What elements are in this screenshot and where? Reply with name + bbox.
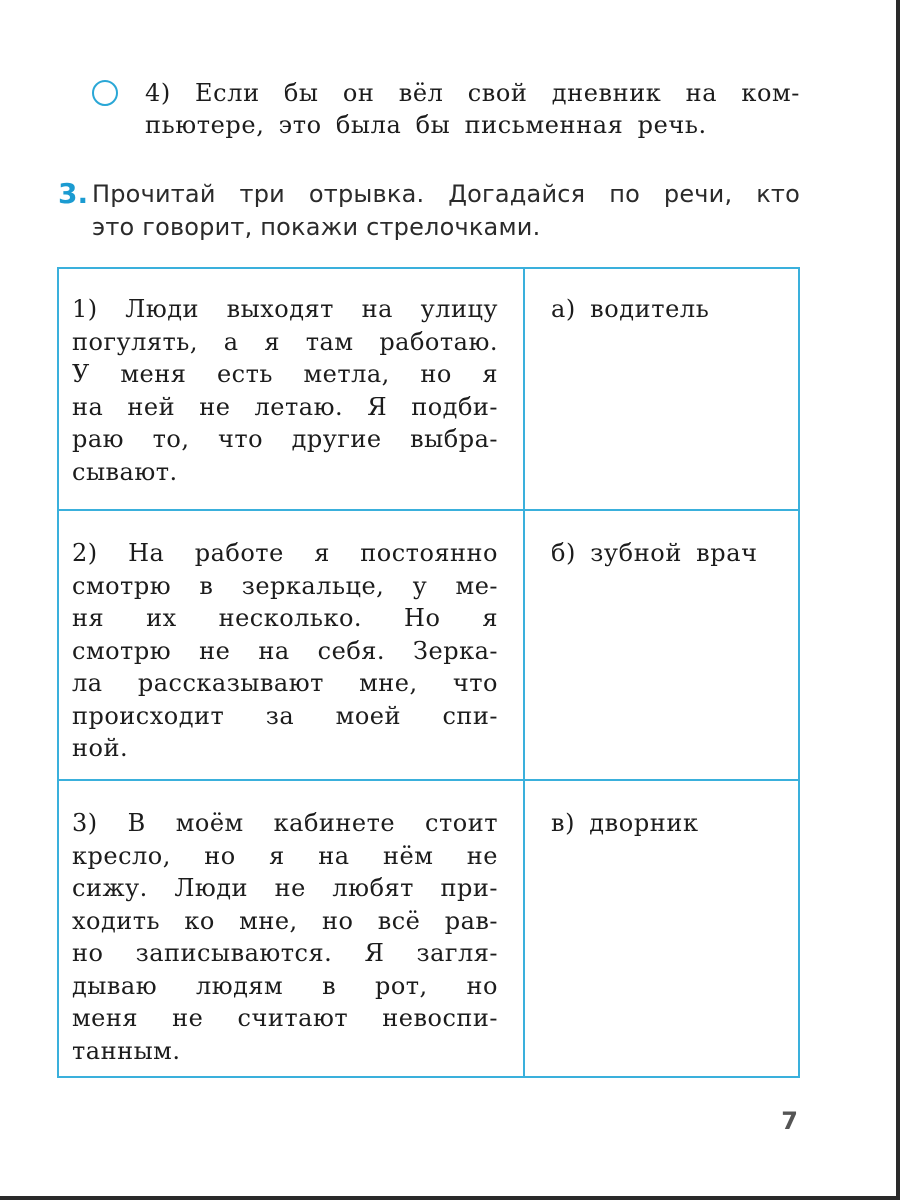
passage-line: меня не считают невоспи- (72, 1004, 498, 1032)
passage-line: ной. (72, 734, 129, 762)
answer-a[interactable]: а) водитель (551, 295, 710, 323)
passage-line: танным. (72, 1036, 181, 1065)
task-instruction-line: это говорит, покажи стрелочками. (92, 213, 541, 241)
option-4-line: пьютере, это была бы письменная речь. (145, 111, 707, 139)
passage-line: 1) Люди выходят на улицу (72, 295, 498, 323)
passage-3[interactable] (72, 807, 498, 1067)
matching-table (57, 267, 800, 1078)
table-row (59, 269, 798, 509)
table-row (59, 779, 798, 1076)
option-4-text (145, 77, 800, 141)
task-instruction-line: Прочитай три отрывка. Догадайся по речи, кто (92, 180, 800, 208)
passage-line: кресло, но я на нём не (72, 841, 498, 870)
passage-line: на ней не летаю. Я подби- (72, 392, 498, 421)
passage-line: сывают. (72, 457, 178, 486)
option-4-radio[interactable] (92, 80, 118, 106)
answer-c[interactable]: в) дворник (551, 809, 699, 837)
passage-line: ла рассказывают мне, что (72, 669, 498, 697)
passage-1[interactable] (72, 293, 498, 488)
passage-line: раю то, что другие выбра- (72, 425, 498, 453)
passage-line: 2) На работе я постоянно (72, 539, 498, 567)
passage-line: смотрю не на себя. Зерка- (72, 636, 498, 665)
passage-line: происходит за моей спи- (72, 701, 498, 730)
option-4-line: 4) Если бы он вёл свой дневник на ком- (145, 79, 800, 107)
passage-line: ня их несколько. Но я (72, 604, 498, 632)
answer-b[interactable]: б) зубной врач (551, 539, 758, 567)
passage-line: но записываются. Я загля- (72, 939, 498, 967)
passage-line: ходить ко мне, но всё рав- (72, 906, 498, 935)
passage-line: дываю людям в рот, но (72, 971, 498, 1000)
task-number: 3. (58, 177, 89, 210)
passage-line: смотрю в зеркальце, у ме- (72, 571, 498, 600)
passage-line: У меня есть метла, но я (72, 360, 498, 388)
page-number: 7 (781, 1107, 798, 1135)
table-row (59, 509, 798, 779)
passage-line: сижу. Люди не любят при- (72, 874, 498, 902)
passage-line: погулять, а я там работаю. (72, 327, 498, 356)
task-instruction (92, 178, 800, 244)
passage-line: 3) В моём кабинете стоит (72, 809, 498, 837)
passage-2[interactable] (72, 537, 498, 765)
